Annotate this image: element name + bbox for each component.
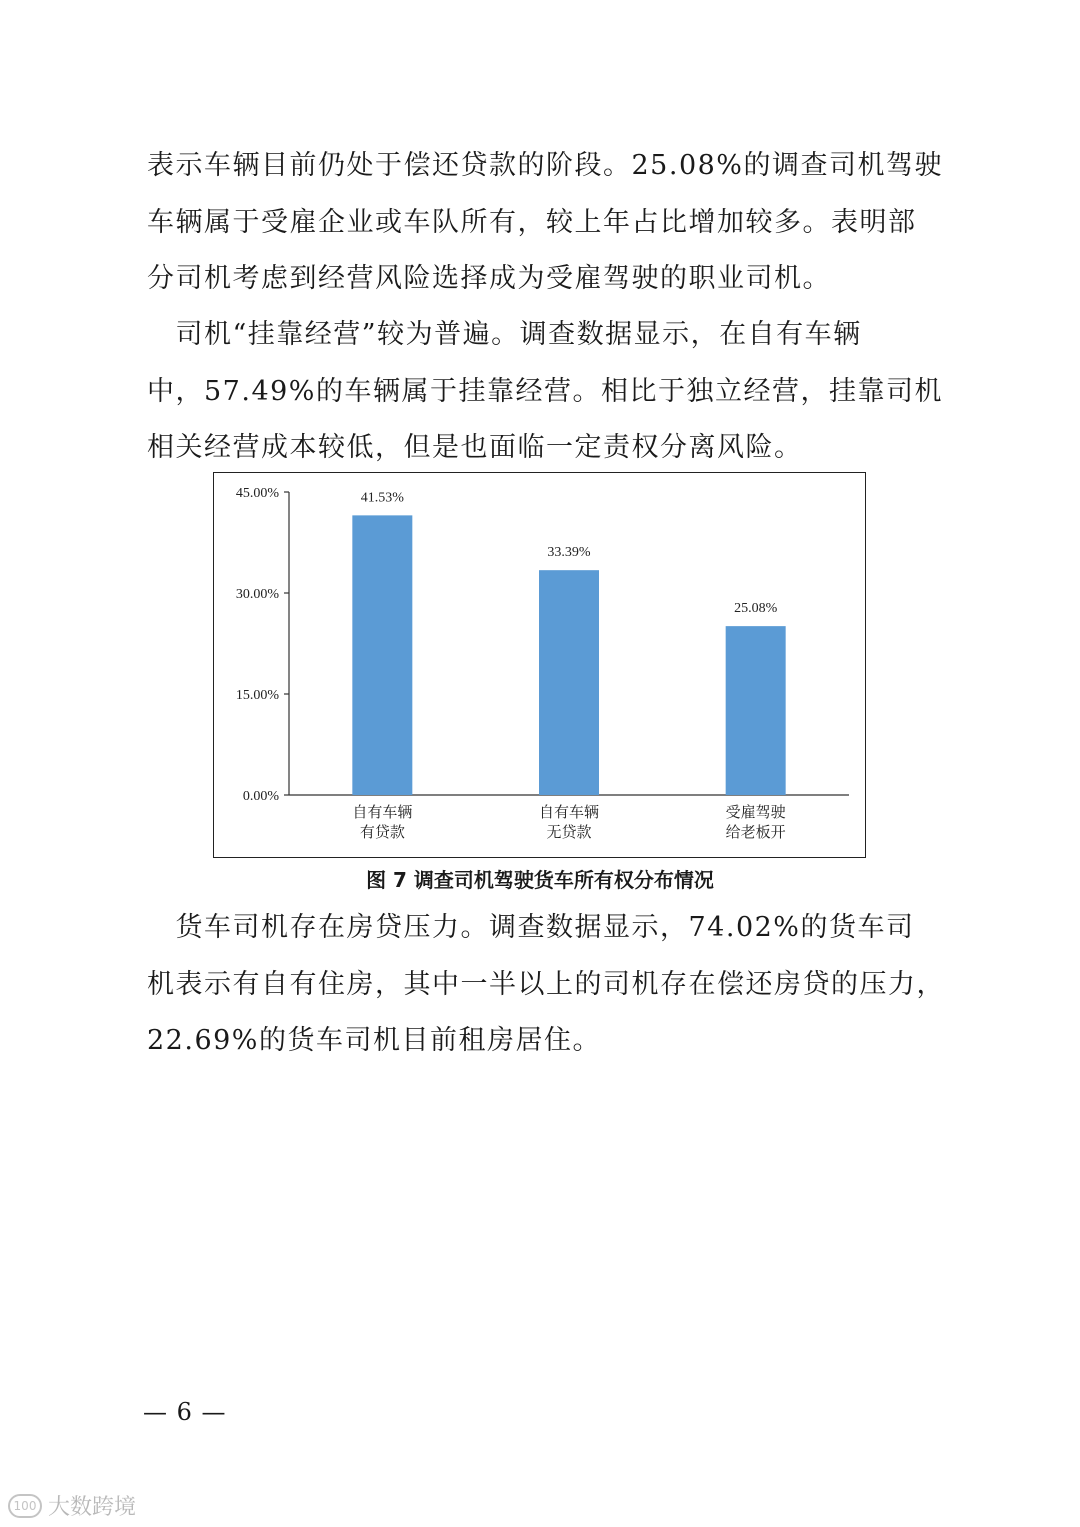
page-number: — 6 — [143, 1398, 227, 1426]
y-tick-label: 0.00% [242, 789, 279, 804]
data-label: 33.39% [547, 545, 591, 561]
paragraph-line: 车辆属于受雇企业或车队所有，较上年占比增加较多。表明部 [147, 206, 917, 238]
y-tick-label: 45.00% [235, 486, 279, 501]
x-tick-label: 无贷款 [546, 825, 592, 841]
paragraph-line: 表示车辆目前仍处于偿还贷款的阶段。25.08%的调查司机驾驶 [147, 150, 943, 181]
paragraph-line: 司机“挂靠经营”较为普遍。调查数据显示，在自有车辆 [147, 319, 862, 350]
watermark-logo-icon: 100 [8, 1494, 42, 1518]
x-tick-label: 自有车辆 [538, 805, 600, 821]
bar [539, 570, 599, 795]
paragraph-line: 货车司机存在房贷压力。调查数据显示，74.02%的货车司 [147, 912, 915, 943]
paragraph-line: 相关经营成本较低，但是也面临一定责权分离风险。 [147, 432, 803, 463]
y-tick-label: 30.00% [235, 587, 279, 602]
y-tick-label: 15.00% [235, 688, 279, 703]
paragraph-line: 分司机考虑到经营风险选择成为受雇驾驶的职业司机。 [147, 263, 831, 294]
figure-caption: 图 7 调查司机驾驶货车所有权分布情况 [366, 868, 714, 892]
ownership-chart [213, 472, 866, 858]
paragraph-line: 中，57.49%的车辆属于挂靠经营。相比于独立经营，挂靠司机 [147, 375, 943, 407]
paragraph-3 [147, 900, 945, 1070]
bar-chart-svg [214, 473, 867, 859]
x-tick-label: 受雇驾驶 [725, 805, 786, 821]
paragraph-line: 机表示有自有住房，其中一半以上的司机存在偿还房贷的压力， [147, 968, 945, 1000]
data-label: 41.53% [360, 490, 404, 506]
x-tick-label: 有贷款 [359, 825, 405, 841]
watermark [8, 1490, 136, 1521]
watermark-text: 大数跨境 [48, 1495, 137, 1520]
paragraph-2 [147, 307, 943, 477]
x-tick-label: 自有车辆 [352, 805, 413, 821]
paragraph-line: 22.69%的货车司机目前租房居住。 [147, 1025, 601, 1056]
x-tick-label: 给老板开 [725, 825, 786, 841]
bar [352, 515, 412, 795]
paragraph-1 [147, 138, 943, 308]
bar [726, 626, 786, 795]
data-label: 25.08% [734, 601, 778, 617]
